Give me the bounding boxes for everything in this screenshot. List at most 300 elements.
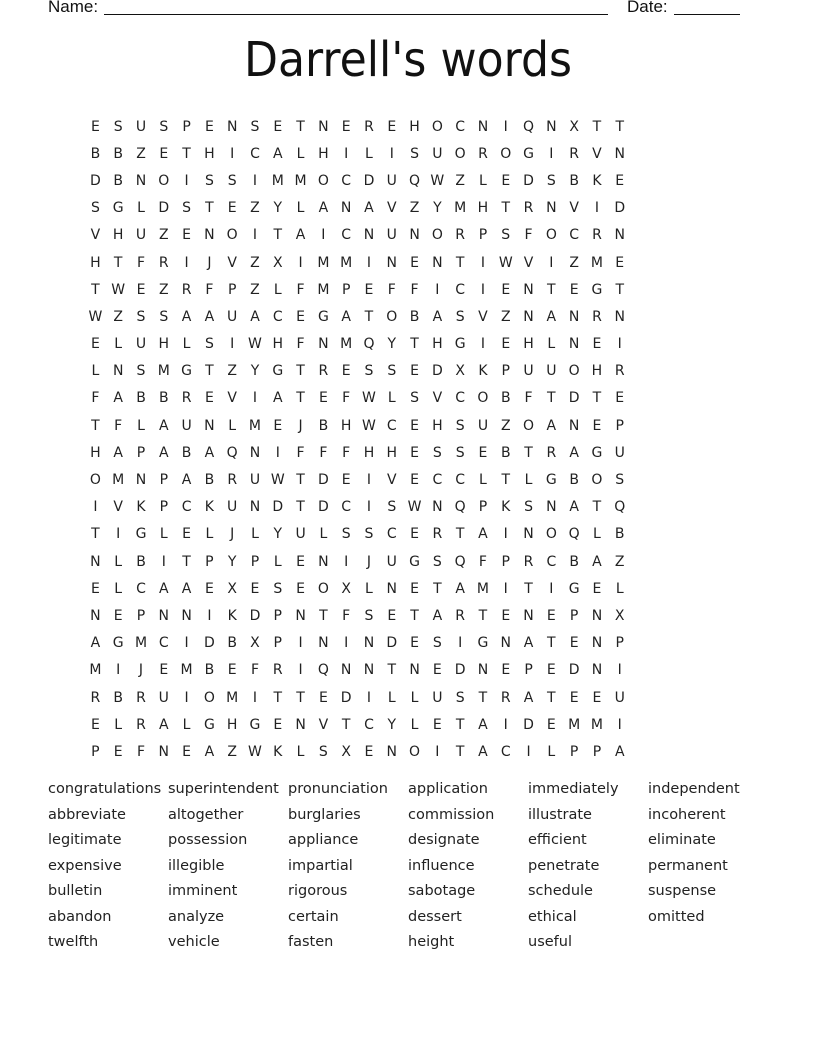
grid-letter[interactable]: B <box>136 553 146 570</box>
grid-letter[interactable]: Q <box>523 118 535 135</box>
grid-letter[interactable]: X <box>272 254 283 271</box>
grid-letter[interactable]: M <box>590 254 603 271</box>
grid-letter[interactable]: E <box>159 145 169 162</box>
grid-letter[interactable]: I <box>252 390 258 407</box>
grid-letter[interactable]: E <box>615 390 625 407</box>
grid-letter[interactable]: E <box>615 172 625 189</box>
grid-letter[interactable]: A <box>204 444 215 461</box>
grid-letter[interactable]: K <box>136 499 146 516</box>
grid-letter[interactable]: S <box>387 363 397 380</box>
grid-letter[interactable]: H <box>409 118 420 135</box>
grid-letter[interactable]: S <box>182 200 192 217</box>
grid-letter[interactable]: E <box>204 118 214 135</box>
grid-letter[interactable]: I <box>503 716 508 733</box>
grid-letter[interactable]: H <box>432 417 443 434</box>
grid-letter[interactable]: N <box>181 607 192 624</box>
grid-letter[interactable]: E <box>296 553 305 570</box>
grid-letter[interactable]: N <box>614 308 625 325</box>
grid-letter[interactable]: T <box>341 716 351 733</box>
grid-letter[interactable]: S <box>455 444 465 461</box>
grid-letter[interactable]: L <box>182 716 191 733</box>
grid-letter[interactable]: L <box>296 743 305 760</box>
grid-letter[interactable]: X <box>455 363 465 380</box>
grid-letter[interactable]: G <box>477 635 489 652</box>
grid-letter[interactable]: Y <box>273 200 283 217</box>
grid-letter[interactable]: A <box>159 444 169 461</box>
grid-letter[interactable]: F <box>342 607 351 624</box>
grid-letter[interactable]: R <box>272 662 283 679</box>
grid-letter[interactable]: N <box>295 716 306 733</box>
grid-letter[interactable]: Q <box>454 553 466 570</box>
grid-letter[interactable]: E <box>182 743 192 760</box>
grid-letter[interactable]: E <box>387 118 397 135</box>
grid-letter[interactable]: X <box>614 607 625 624</box>
grid-letter[interactable]: C <box>341 227 352 244</box>
grid-letter[interactable]: A <box>181 580 192 597</box>
grid-letter[interactable]: Y <box>250 363 260 380</box>
grid-letter[interactable]: A <box>204 743 215 760</box>
grid-letter[interactable]: Y <box>433 200 442 217</box>
grid-letter[interactable]: B <box>569 172 579 189</box>
grid-letter[interactable]: H <box>226 716 238 733</box>
grid-letter[interactable]: E <box>227 662 237 679</box>
grid-letter[interactable]: F <box>524 227 533 244</box>
grid-letter[interactable]: R <box>478 145 488 162</box>
grid-letter[interactable]: N <box>432 499 443 516</box>
grid-letter[interactable]: E <box>410 635 419 652</box>
grid-letter[interactable]: N <box>340 662 352 679</box>
grid-letter[interactable]: D <box>249 607 261 624</box>
grid-letter[interactable]: I <box>526 743 531 760</box>
grid-letter[interactable]: D <box>568 390 580 407</box>
grid-letter[interactable]: T <box>547 281 556 298</box>
grid-letter[interactable]: Z <box>250 281 260 298</box>
grid-letter[interactable]: Q <box>409 172 421 189</box>
grid-letter[interactable]: P <box>569 743 579 760</box>
grid-letter[interactable]: E <box>296 308 305 325</box>
grid-letter[interactable]: T <box>547 689 556 706</box>
grid-letter[interactable]: B <box>204 662 215 679</box>
grid-letter[interactable]: I <box>344 635 349 652</box>
grid-letter[interactable]: H <box>340 417 352 434</box>
grid-letter[interactable]: L <box>273 553 282 570</box>
grid-letter[interactable]: G <box>135 526 147 543</box>
grid-letter[interactable]: X <box>341 743 351 760</box>
grid-letter[interactable]: D <box>90 172 101 189</box>
grid-letter[interactable]: L <box>137 200 145 217</box>
grid-letter[interactable]: E <box>410 363 419 380</box>
grid-letter[interactable]: N <box>135 172 147 189</box>
grid-letter[interactable]: I <box>252 227 258 244</box>
grid-letter[interactable]: I <box>503 580 508 597</box>
grid-letter[interactable]: D <box>340 689 352 706</box>
grid-letter[interactable]: A <box>523 689 534 706</box>
grid-letter[interactable]: A <box>592 553 602 570</box>
grid-letter[interactable]: O <box>203 689 215 706</box>
grid-letter[interactable]: B <box>569 553 579 570</box>
grid-letter[interactable]: A <box>546 308 557 325</box>
grid-letter[interactable]: V <box>90 227 101 244</box>
grid-letter[interactable]: I <box>207 607 212 624</box>
grid-letter[interactable]: A <box>181 472 192 489</box>
grid-letter[interactable]: R <box>158 254 169 271</box>
grid-letter[interactable]: M <box>180 662 193 679</box>
grid-letter[interactable]: A <box>478 716 488 733</box>
grid-letter[interactable]: G <box>203 716 215 733</box>
grid-letter[interactable]: A <box>569 444 579 461</box>
grid-letter[interactable]: E <box>296 580 305 597</box>
grid-letter[interactable]: S <box>204 336 214 353</box>
grid-letter[interactable]: E <box>273 118 283 135</box>
grid-letter[interactable]: I <box>389 145 394 162</box>
grid-letter[interactable]: V <box>569 200 579 217</box>
grid-letter[interactable]: W <box>498 254 513 271</box>
grid-letter[interactable]: S <box>250 118 260 135</box>
grid-letter[interactable]: A <box>432 308 443 325</box>
grid-letter[interactable]: I <box>480 254 486 271</box>
grid-letter[interactable]: W <box>88 308 103 325</box>
grid-letter[interactable]: P <box>478 499 488 516</box>
grid-letter[interactable]: I <box>230 336 235 353</box>
grid-letter[interactable]: T <box>91 526 100 543</box>
grid-letter[interactable]: P <box>501 553 510 570</box>
grid-letter[interactable]: G <box>523 145 534 162</box>
grid-letter[interactable]: Z <box>500 308 511 325</box>
grid-letter[interactable]: P <box>478 227 488 244</box>
grid-letter[interactable]: W <box>407 499 422 516</box>
grid-letter[interactable]: L <box>593 526 601 543</box>
grid-letter[interactable]: S <box>159 118 169 135</box>
grid-letter[interactable]: E <box>569 281 579 298</box>
grid-letter[interactable]: C <box>386 417 397 434</box>
grid-letter[interactable]: E <box>569 689 579 706</box>
grid-letter[interactable]: Z <box>569 254 579 271</box>
grid-letter[interactable]: F <box>387 281 396 298</box>
grid-letter[interactable]: H <box>591 363 603 380</box>
grid-letter[interactable]: N <box>226 118 238 135</box>
grid-letter[interactable]: E <box>90 580 100 597</box>
grid-letter[interactable]: O <box>545 227 557 244</box>
grid-letter[interactable]: E <box>546 716 556 733</box>
grid-letter[interactable]: S <box>455 417 465 434</box>
grid-letter[interactable]: N <box>477 662 489 679</box>
grid-letter[interactable]: F <box>342 444 351 461</box>
grid-letter[interactable]: G <box>545 472 557 489</box>
grid-letter[interactable]: D <box>431 363 443 380</box>
grid-letter[interactable]: E <box>592 689 602 706</box>
grid-letter[interactable]: U <box>614 444 625 461</box>
grid-letter[interactable]: N <box>295 607 306 624</box>
grid-letter[interactable]: U <box>477 417 489 434</box>
grid-letter[interactable]: U <box>295 526 306 543</box>
grid-letter[interactable]: R <box>432 526 443 543</box>
grid-letter[interactable]: U <box>386 172 397 189</box>
grid-letter[interactable]: Z <box>227 363 237 380</box>
grid-letter[interactable]: I <box>549 580 554 597</box>
grid-letter[interactable]: E <box>273 716 283 733</box>
grid-letter[interactable]: N <box>386 580 397 597</box>
grid-letter[interactable]: J <box>366 553 372 570</box>
grid-letter[interactable]: V <box>386 200 397 217</box>
grid-letter[interactable]: S <box>90 200 100 217</box>
grid-letter[interactable]: O <box>386 308 398 325</box>
grid-letter[interactable]: T <box>547 635 556 652</box>
grid-letter[interactable]: N <box>546 118 557 135</box>
grid-letter[interactable]: N <box>318 553 329 570</box>
grid-letter[interactable]: K <box>478 363 488 380</box>
grid-letter[interactable]: Z <box>113 308 123 325</box>
grid-letter[interactable]: R <box>614 363 625 380</box>
grid-letter[interactable]: L <box>387 390 396 407</box>
grid-letter[interactable]: I <box>298 635 303 652</box>
grid-letter[interactable]: T <box>501 200 511 217</box>
grid-letter[interactable]: N <box>614 227 625 244</box>
grid-letter[interactable]: S <box>318 743 328 760</box>
grid-letter[interactable]: N <box>500 635 511 652</box>
grid-letter[interactable]: T <box>205 363 214 380</box>
grid-letter[interactable]: G <box>591 281 603 298</box>
grid-letter[interactable]: A <box>272 390 283 407</box>
grid-letter[interactable]: I <box>366 254 372 271</box>
grid-letter[interactable]: N <box>363 227 375 244</box>
grid-letter[interactable]: C <box>455 281 466 298</box>
grid-letter[interactable]: T <box>319 607 328 624</box>
grid-letter[interactable]: N <box>568 308 580 325</box>
grid-letter[interactable]: A <box>295 227 306 244</box>
grid-letter[interactable]: L <box>205 526 214 543</box>
grid-letter[interactable]: I <box>480 281 486 298</box>
grid-letter[interactable]: H <box>112 227 124 244</box>
grid-letter[interactable]: I <box>366 689 372 706</box>
grid-letter[interactable]: N <box>591 662 603 679</box>
grid-letter[interactable]: S <box>273 580 283 597</box>
grid-letter[interactable]: L <box>114 716 123 733</box>
grid-letter[interactable]: P <box>227 281 237 298</box>
grid-letter[interactable]: L <box>547 336 556 353</box>
grid-letter[interactable]: J <box>207 254 212 271</box>
grid-letter[interactable]: V <box>318 716 329 733</box>
grid-letter[interactable]: L <box>410 689 419 706</box>
grid-letter[interactable]: I <box>230 145 235 162</box>
grid-letter[interactable]: G <box>317 308 329 325</box>
grid-letter[interactable]: D <box>363 172 375 189</box>
grid-letter[interactable]: I <box>184 254 189 271</box>
grid-letter[interactable]: V <box>227 390 237 407</box>
grid-letter[interactable]: I <box>321 227 326 244</box>
grid-letter[interactable]: U <box>135 227 147 244</box>
grid-letter[interactable]: U <box>135 336 147 353</box>
grid-letter[interactable]: P <box>250 553 260 570</box>
grid-letter[interactable]: A <box>250 308 260 325</box>
grid-letter[interactable]: H <box>204 145 215 162</box>
grid-letter[interactable]: T <box>296 390 305 407</box>
grid-letter[interactable]: R <box>592 227 602 244</box>
grid-letter[interactable]: V <box>386 472 397 489</box>
grid-letter[interactable]: Z <box>158 281 169 298</box>
grid-letter[interactable]: F <box>410 281 419 298</box>
grid-letter[interactable]: N <box>591 635 603 652</box>
grid-letter[interactable]: C <box>455 118 466 135</box>
grid-letter[interactable]: V <box>523 254 534 271</box>
grid-letter[interactable]: F <box>478 553 487 570</box>
grid-letter[interactable]: H <box>90 254 101 271</box>
grid-letter[interactable]: O <box>431 227 443 244</box>
grid-letter[interactable]: G <box>181 363 193 380</box>
grid-letter[interactable]: D <box>317 499 329 516</box>
grid-letter[interactable]: E <box>410 580 419 597</box>
grid-letter[interactable]: E <box>204 390 214 407</box>
grid-letter[interactable]: S <box>455 308 465 325</box>
grid-letter[interactable]: U <box>432 689 443 706</box>
grid-letter[interactable]: Q <box>226 444 238 461</box>
grid-letter[interactable]: N <box>386 254 397 271</box>
grid-letter[interactable]: R <box>136 689 146 706</box>
grid-letter[interactable]: L <box>251 526 259 543</box>
grid-letter[interactable]: P <box>273 635 282 652</box>
grid-letter[interactable]: A <box>159 716 169 733</box>
grid-letter[interactable]: T <box>273 689 283 706</box>
grid-letter[interactable]: Z <box>500 417 511 434</box>
grid-letter[interactable]: C <box>136 580 146 597</box>
grid-letter[interactable]: L <box>228 417 237 434</box>
grid-letter[interactable]: L <box>365 580 373 597</box>
grid-letter[interactable]: N <box>523 281 534 298</box>
grid-letter[interactable]: T <box>410 607 419 624</box>
grid-letter[interactable]: T <box>592 390 602 407</box>
grid-letter[interactable]: F <box>250 662 259 679</box>
grid-letter[interactable]: G <box>568 580 580 597</box>
grid-letter[interactable]: R <box>455 227 466 244</box>
grid-letter[interactable]: I <box>435 743 440 760</box>
grid-letter[interactable]: B <box>113 689 123 706</box>
grid-letter[interactable]: T <box>387 662 397 679</box>
grid-letter[interactable]: N <box>523 526 534 543</box>
grid-letter[interactable]: T <box>182 145 191 162</box>
grid-letter[interactable]: O <box>500 145 512 162</box>
grid-letter[interactable]: L <box>479 172 487 189</box>
grid-letter[interactable]: S <box>113 118 123 135</box>
grid-letter[interactable]: E <box>90 716 100 733</box>
grid-letter[interactable]: C <box>455 472 466 489</box>
grid-letter[interactable]: U <box>546 363 557 380</box>
grid-letter[interactable]: S <box>455 689 465 706</box>
grid-letter[interactable]: C <box>364 716 374 733</box>
grid-letter[interactable]: S <box>364 363 374 380</box>
grid-letter[interactable]: V <box>113 499 123 516</box>
grid-letter[interactable]: T <box>455 254 465 271</box>
grid-letter[interactable]: J <box>230 526 235 543</box>
grid-letter[interactable]: O <box>523 417 535 434</box>
grid-letter[interactable]: F <box>91 390 100 407</box>
grid-letter[interactable]: O <box>591 472 603 489</box>
grid-letter[interactable]: O <box>158 172 170 189</box>
grid-letter[interactable]: B <box>227 635 237 652</box>
grid-letter[interactable]: L <box>410 716 419 733</box>
grid-letter[interactable]: A <box>159 580 169 597</box>
grid-letter[interactable]: Q <box>614 499 626 516</box>
grid-letter[interactable]: I <box>366 472 372 489</box>
grid-letter[interactable]: A <box>90 635 101 652</box>
grid-letter[interactable]: U <box>386 227 397 244</box>
grid-letter[interactable]: I <box>549 254 554 271</box>
grid-letter[interactable]: C <box>341 172 352 189</box>
grid-letter[interactable]: N <box>249 499 261 516</box>
grid-letter[interactable]: O <box>226 227 238 244</box>
grid-letter[interactable]: T <box>524 580 533 597</box>
grid-letter[interactable]: W <box>248 743 262 760</box>
grid-letter[interactable]: T <box>478 689 488 706</box>
grid-letter[interactable]: Y <box>387 336 397 353</box>
grid-letter[interactable]: Q <box>363 336 375 353</box>
grid-letter[interactable]: T <box>410 336 419 353</box>
grid-letter[interactable]: M <box>454 200 467 217</box>
grid-letter[interactable]: N <box>568 336 580 353</box>
grid-letter[interactable]: E <box>592 580 602 597</box>
grid-letter[interactable]: S <box>341 526 351 543</box>
grid-letter[interactable]: M <box>226 689 239 706</box>
grid-letter[interactable]: C <box>181 499 192 516</box>
grid-letter[interactable]: T <box>113 254 123 271</box>
grid-letter[interactable]: R <box>523 200 534 217</box>
grid-letter[interactable]: L <box>479 472 487 489</box>
grid-letter[interactable]: B <box>113 172 123 189</box>
grid-letter[interactable]: L <box>114 553 123 570</box>
grid-letter[interactable]: M <box>112 472 125 489</box>
grid-letter[interactable]: S <box>364 526 374 543</box>
grid-letter[interactable]: H <box>90 444 101 461</box>
grid-letter[interactable]: E <box>478 444 488 461</box>
grid-letter[interactable]: T <box>592 499 602 516</box>
grid-letter[interactable]: H <box>432 336 443 353</box>
grid-letter[interactable]: Z <box>250 200 260 217</box>
grid-letter[interactable]: T <box>455 526 465 543</box>
grid-letter[interactable]: E <box>250 580 260 597</box>
grid-letter[interactable]: R <box>227 472 238 489</box>
grid-letter[interactable]: S <box>387 499 397 516</box>
grid-letter[interactable]: M <box>89 662 102 679</box>
grid-letter[interactable]: C <box>546 553 557 570</box>
grid-letter[interactable]: Z <box>455 172 465 189</box>
grid-letter[interactable]: Y <box>387 716 397 733</box>
grid-letter[interactable]: W <box>362 417 376 434</box>
grid-letter[interactable]: I <box>93 499 98 516</box>
grid-letter[interactable]: I <box>594 200 599 217</box>
grid-letter[interactable]: T <box>547 390 556 407</box>
grid-letter[interactable]: B <box>500 390 511 407</box>
grid-letter[interactable]: I <box>161 553 166 570</box>
grid-letter[interactable]: A <box>546 417 557 434</box>
grid-letter[interactable]: E <box>410 417 419 434</box>
grid-letter[interactable]: N <box>249 444 261 461</box>
grid-letter[interactable]: T <box>592 118 602 135</box>
grid-letter[interactable]: U <box>249 472 261 489</box>
grid-letter[interactable]: I <box>275 444 280 461</box>
grid-letter[interactable]: D <box>386 635 398 652</box>
grid-letter[interactable]: X <box>250 635 260 652</box>
grid-letter[interactable]: N <box>568 417 580 434</box>
grid-letter[interactable]: T <box>478 607 488 624</box>
grid-letter[interactable]: B <box>500 444 511 461</box>
grid-letter[interactable]: P <box>182 118 191 135</box>
grid-letter[interactable]: P <box>273 607 282 624</box>
grid-letter[interactable]: I <box>435 281 440 298</box>
grid-letter[interactable]: R <box>500 689 511 706</box>
grid-letter[interactable]: B <box>204 472 215 489</box>
grid-letter[interactable]: E <box>90 118 100 135</box>
grid-letter[interactable]: V <box>432 390 443 407</box>
grid-letter[interactable]: C <box>158 635 169 652</box>
grid-letter[interactable]: L <box>114 336 123 353</box>
